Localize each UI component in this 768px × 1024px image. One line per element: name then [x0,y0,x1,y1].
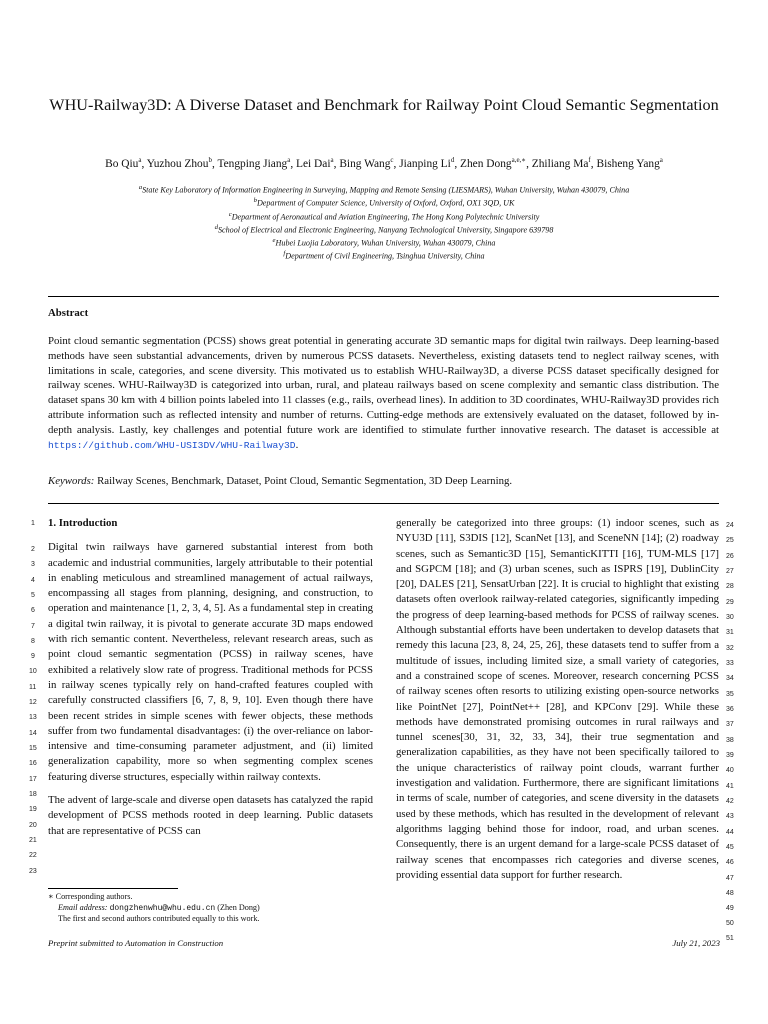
email-address[interactable]: dongzhenwhu@whu.edu.cn [109,904,216,913]
line-number: 17 [29,776,37,783]
paragraph: generally be categorized into three groups: (1) indoor scenes, such as NYU3D [11], S3DIS [12], ScanNet [13], and SceneNN [14]; (2) roadway scenes, such as Semantic3D [15], SemanticKITTI [16], TUM-MLS [17] and SGPCM [18]; and (3) urban scenes, such as ISPRS [19], DublinCity [20], DALES [21], SensatUrban [22]. It is crucial to highlight that existing datasets often overlook railway-related categories, significantly impeding the progress of deep learning-based methods for PCSS of railway scenes. Although substantial efforts have been undertaken to develop datasets that remedy this lacuna [23, 8, 24, 25, 26], these datasets tend to suffer from a multitude of issues, including limited size, a small variety of categories, and a constrained scope of scenes. Moreover, research concerning PCSS of railway scenes often resorts to utilizing existing open-source networks like PointNet [27], PointNet++ [28], and KPConv [29]. While these methods have demonstrated promising outcomes in rural railways and tunnel scenes[30, 31, 32, 33, 34], their true segmentation and generalization capabilities, as they have not been specifically tailored to the unique characteristics of railway point clouds, warrant further investigation and validation. Furthermore, there are significant limitations in terms of scale, number of categories, and scene diversity in the datasets used by these methods, which has resulted in the development of relevant algorithms lagging behind those for indoor, road, and urban scenes. Consequently, there is an urgent demand for a large-scale PCSS dataset of railway scenes that encompasses rich categories and diverse scenes, providing essential data support for further research. [396,517,719,881]
author: Tengping Jiang [217,157,288,170]
line-number: 14 [29,730,37,737]
line-number: 19 [29,806,37,813]
line-number: 12 [29,699,37,706]
paragraph: Digital twin railways have garnered substantial interest from both academic and industrial communities, largely attributable to their potential in enabling meticulous and streamlined management of actual railways, encompassing all stages from planning, designing, and construction, to operation and maintenance [1, 2, 3, 4, 5]. As a fundamental step in creating a digital twin railway, it is pivotal to generate accurate 3D maps endowed with rich semantic content. Nevertheless, relevant research areas, such as point cloud semantic segmentation (PCSS) in railway scenes, have exhibited a relatively slow rate of progress. Traditional methods for PCSS in railway scenes typically rely on hand-crafted features coupled with carefully constructed classifiers [6, 7, 8, 9, 10]. Even though there have been recent strides in simple scenes with fewer objects, these methods suffer from two fundamental disadvantages: (i) the over-reliance on labor-intensive and time-consuming parameter adjustment, and (ii) limited generalization capability, more so when segmenting complex scenes featuring diverse structures, especially within railway contexts. [48,541,373,783]
keywords [48,475,719,487]
line-number: 28 [726,583,734,590]
line-number: 44 [726,829,734,836]
abstract-body: Point cloud semantic segmentation (PCSS) shows great potential in generating accurate 3D semantic maps for digital twin railways. Deep learning-based methods have seen substantial advancements, driven by numerous PCSS datasets. Nevertheless, existing datasets tend to neglect railway scenes, with limitations in scale, categories, and scene diversity. This motivated us to establish WHU-Railway3D, a diverse PCSS dataset specifically designed for railway scenes. WHU-Railway3D is categorized into urban, rural, and plateau railways based on scene complexity and semantic class distribution. The dataset spans 30 km with 4 billion points labeled into 11 classes (e.g., rails, overhead lines). In addition to 3D coordinates, WHU-Railway3D provides rich attribute information such as reflected intensity and number of returns. Cutting-edge methods are extensively evaluated on the dataset, followed by in-depth analysis. Lastly, key challenges and potential future work are identified to stimulate further innovative research. The dataset is accessible at https://github.com/WHU-USI3DV/WHU-Railway3D. [48,335,719,451]
line-number: 20 [29,822,37,829]
line-number: 34 [726,675,734,682]
line-number: 6 [31,607,35,614]
line-number: 41 [726,783,734,790]
line-number: 1 [31,520,35,527]
line-number: 39 [726,752,734,759]
line-number: 37 [726,721,734,728]
line-number: 7 [31,623,35,630]
line-number: 15 [29,745,37,752]
line-number: 45 [726,844,734,851]
line-number: 48 [726,890,734,897]
line-number: 11 [29,684,37,691]
line-number: 31 [726,629,734,636]
author: Zhiliang Ma [531,157,589,170]
affiliation: $^c$Department of Aeronautical and Aviation Engineering, The Hong Kong Polytechnic University [228,210,540,222]
author: Bisheng Yang [596,157,660,170]
line-number: 8 [31,638,35,645]
footnote-corresponding: ∗ Corresponding authors. [48,892,133,901]
line-number: 29 [726,599,734,606]
line-number: 50 [726,920,734,927]
right-column [396,516,719,891]
line-number: 35 [726,691,734,698]
paper-title: WHU-Railway3D: A Diverse Dataset and Benchmark for Railway Point Cloud Semantic Segmentation [49,96,719,114]
line-number: 36 [726,706,734,713]
abstract-top-rule [48,296,719,297]
affiliation: $^e$Hubei Luojia Laboratory, Wuhan University, Wuhan 430079, China [272,237,496,248]
line-number: 38 [726,737,734,744]
line-number: 22 [29,852,37,859]
line-number: 13 [29,714,37,721]
paragraph: The advent of large-scale and diverse open datasets has catalyzed the rapid development of PCSS methods rooted in deep learning. Public datasets that are representative of PCSS can [48,794,373,837]
line-number: 18 [29,791,37,798]
line-number: 32 [726,645,734,652]
line-number: 27 [726,568,734,575]
footnote-equal-contribution: The first and second authors contributed equally to this work. [58,914,260,923]
left-column [48,516,373,847]
line-number: 16 [29,760,37,767]
footer-preprint-note: Preprint submitted to Automation in Construction [48,938,224,948]
author: Yuzhou Zhou [146,157,209,170]
line-number: 5 [31,592,35,599]
line-number: 40 [726,767,734,774]
keywords-text: Railway Scenes, Benchmark, Dataset, Point Cloud, Semantic Segmentation, 3D Deep Learning. [97,475,513,487]
line-number: 26 [726,553,734,560]
abstract-heading: Abstract [48,307,89,319]
author: Bing Wang [339,157,391,170]
author: Zhen Dong [460,157,512,170]
footer-date: July 21, 2023 [672,938,720,948]
line-number: 3 [31,561,35,568]
affiliation: $^f$Department of Civil Engineering, Tsinghua University, China [283,250,485,262]
affiliation: $^d$School of Electrical and Electronic Engineering, Nanyang Technological University, Singapore 639798 [214,223,554,235]
line-number: 24 [726,522,734,529]
author: Jianping Li [399,157,451,170]
footnote-rule [48,888,178,889]
line-number: 4 [31,577,35,584]
line-number: 9 [31,653,35,660]
section-heading: 1. Introduction [48,517,118,529]
affiliation: $^b$Department of Computer Science, University of Oxford, Oxford, OX1 3QD, UK [253,197,515,208]
author-list: Bo Qiu$^a$, Yuzhou Zhou$^b$, Tengping Jiang$^a$, Lei Dai$^a$, Bing Wang$^c$, Jianping Li$^d$, Zhen Dong$^{a,e,∗}$, Zhiliang Ma$^f$, Bisheng Yang$^a$ [105,156,663,170]
dataset-link[interactable]: https://github.com/WHU-USI3DV/WHU-Railway3D [48,439,296,451]
line-number: 25 [726,537,734,544]
line-number: 42 [726,798,734,805]
abstract-bottom-rule [48,503,719,504]
line-number: 47 [726,875,734,882]
author: Bo Qiu [105,157,139,170]
line-number: 30 [726,614,734,621]
line-number: 49 [726,905,734,912]
author: Lei Dai [296,157,331,170]
affiliations [40,183,728,263]
line-number: 43 [726,813,734,820]
affiliation: $^a$State Key Laboratory of Information Engineering in Surveying, Mapping and Remote Sensing (LIESMARS), Wuhan University, Wuhan 430079, China [138,184,630,195]
footnote-email: Email address: dongzhenwhu@whu.edu.cn (Zhen Dong) [58,903,260,913]
line-number: 51 [726,935,734,942]
line-number: 2 [31,546,35,553]
keywords-label: Keywords: [48,475,95,487]
line-number: 33 [726,660,734,667]
line-number: 10 [29,668,37,675]
line-number: 46 [726,859,734,866]
line-number: 23 [29,868,37,875]
line-number: 21 [29,837,37,844]
